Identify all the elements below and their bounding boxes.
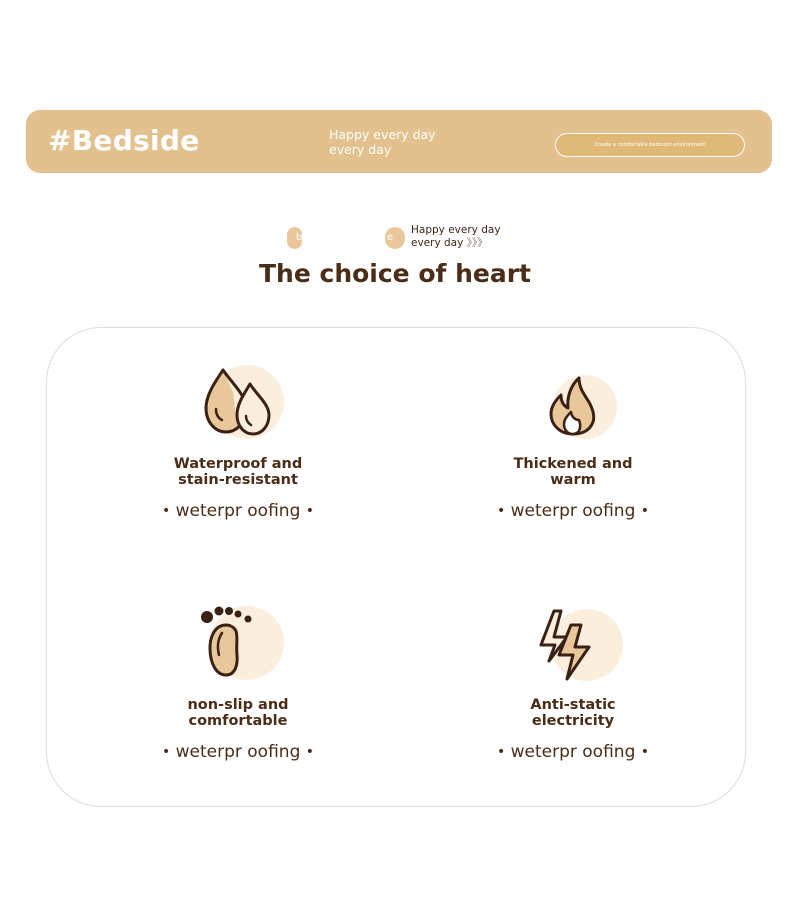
- feature-thickened: [463, 362, 683, 521]
- bullet-dot-icon: •: [496, 503, 506, 519]
- feature-anti-static: [463, 603, 683, 762]
- feature-subtitle: [128, 501, 348, 521]
- banner-slogan-line2: every day: [329, 142, 392, 157]
- feature-title-line1: non-slip and: [187, 697, 289, 713]
- footprint-icon: [188, 603, 288, 683]
- feature-title: [128, 697, 348, 729]
- banner-slogan-line1: Happy every day: [329, 127, 436, 142]
- sub-slogan-line1: Happy every day: [411, 224, 501, 236]
- tag-right-letter: e: [387, 232, 394, 243]
- bullet-dot-icon: •: [640, 744, 650, 760]
- feature-subtitle-text: weterpr oofing: [175, 501, 301, 521]
- feature-subtitle-text: weterpr oofing: [510, 742, 636, 762]
- sub-slogan: [411, 224, 501, 250]
- feature-subtitle-text: weterpr oofing: [510, 501, 636, 521]
- water-drops-icon: [188, 362, 288, 442]
- lightning-icon: [523, 603, 623, 683]
- section-heading: The choice of heart: [258, 259, 531, 288]
- bullet-dot-icon: •: [640, 503, 650, 519]
- feature-subtitle: [463, 501, 683, 521]
- feature-title-line1: Waterproof and: [173, 456, 303, 472]
- feature-title-line1: Anti-static: [530, 697, 616, 713]
- banner-slogan: [329, 127, 436, 157]
- feature-non-slip: [128, 603, 348, 762]
- bullet-dot-icon: •: [496, 744, 506, 760]
- bullet-dot-icon: •: [305, 503, 315, 519]
- bullet-dot-icon: •: [161, 503, 171, 519]
- tag-left-letter: b: [296, 232, 302, 243]
- header-banner: [26, 110, 772, 173]
- feature-subtitle: [463, 742, 683, 762]
- feature-title-line2: electricity: [531, 713, 615, 729]
- feature-title-line2: comfortable: [188, 713, 288, 729]
- feature-title: [463, 697, 683, 729]
- feature-subtitle: [128, 742, 348, 762]
- feature-title: [463, 456, 683, 488]
- feature-title-line2: warm: [550, 472, 596, 488]
- flame-icon: [523, 362, 623, 442]
- sub-slogan-line2: every day 》》》: [411, 237, 488, 249]
- feature-waterproof: [128, 362, 348, 521]
- tag-right: [385, 227, 405, 249]
- bullet-dot-icon: •: [305, 744, 315, 760]
- bullet-dot-icon: •: [161, 744, 171, 760]
- feature-title-line2: stain-resistant: [178, 472, 298, 488]
- banner-pill-button[interactable]: Create a comfortable bedroom environment: [555, 133, 745, 157]
- feature-title: [128, 456, 348, 488]
- tag-left: [287, 227, 302, 249]
- feature-subtitle-text: weterpr oofing: [175, 742, 301, 762]
- feature-title-line1: Thickened and: [513, 456, 633, 472]
- banner-title: #Bedside: [48, 124, 200, 157]
